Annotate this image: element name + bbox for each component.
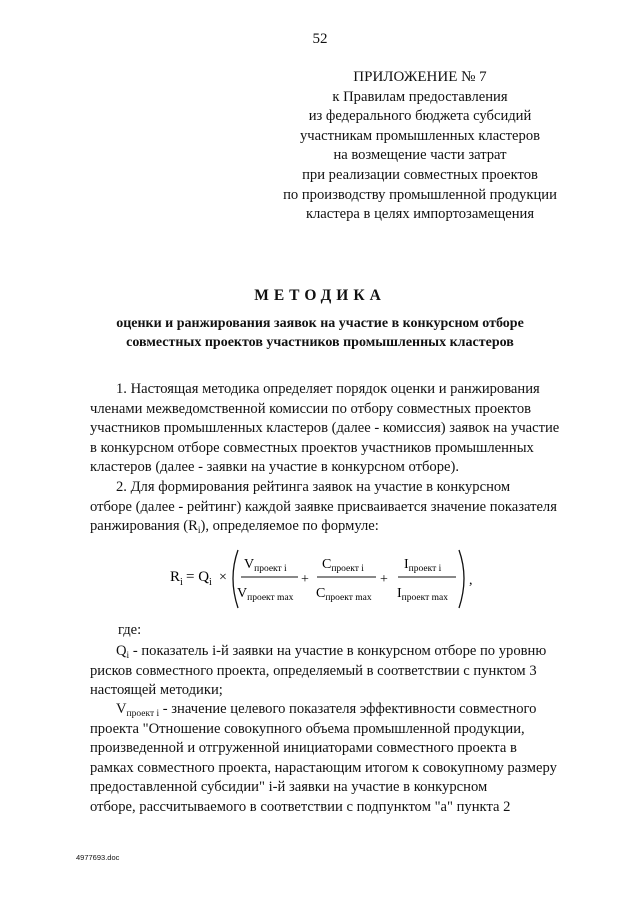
text-line: $V_{проект i}$ - значение целевого показателя эффективности совместного: [116, 701, 537, 719]
ranking-formula: [0, 546, 640, 616]
footer-filename: 4977693.doc: [76, 853, 120, 862]
formula-i-num: $I_{проект i}$: [404, 557, 442, 574]
appendix-line: при реализации совместных проектов: [302, 166, 538, 183]
text-line: кластеров (далее - заявки на участие в конкурсном отборе).: [90, 459, 459, 475]
formula-c-den: $C_{проект max}$: [316, 586, 372, 603]
text-line: отборе (далее - рейтинг) каждой заявке присваивается значение показателя: [90, 498, 557, 515]
document-subtitle: [70, 314, 570, 352]
page-number: 52: [312, 31, 328, 47]
formula-comma: ,: [469, 573, 473, 588]
document-title: МЕТОДИКА: [254, 287, 386, 304]
appendix-header: [240, 68, 600, 225]
formula-r: $R_i$: [170, 569, 183, 588]
text-line: произведенной и отгруженной инициаторами совместного проекта в: [90, 740, 517, 756]
v-definition: [90, 700, 560, 817]
appendix-title: ПРИЛОЖЕНИЕ № 7: [353, 69, 487, 85]
appendix-line: кластера в целях импортозамещения: [305, 206, 535, 223]
appendix-line: участникам промышленных кластеров: [299, 127, 541, 144]
formula-q: = $Q_i$: [186, 569, 212, 588]
paragraph-2: [90, 478, 560, 537]
text-line: проекта "Отношение совокупного объема промышленной продукции,: [90, 720, 525, 737]
text-line: отборе, рассчитываемого в соответствии с подпунктом "а" пункта 2: [90, 798, 511, 815]
text-line: ранжирования $(R_i)$, определяемое по формуле:: [90, 518, 379, 536]
plus-sign: +: [380, 572, 388, 587]
appendix-line: к Правилам предоставления: [332, 88, 508, 105]
where-label: где:: [118, 622, 142, 638]
text-line: в конкурсном отборе совместных проектов участников промышленных: [90, 439, 534, 456]
text-line: рамках совместного проекта, нарастающим итогом к совокупному размеру: [90, 759, 557, 776]
formula-v-den: $V_{проект max}$: [237, 586, 294, 603]
text-line: $Q_i$ - показатель i-й заявки на участие в конкурсном отборе по уровню: [116, 643, 547, 661]
paragraph-1: [90, 380, 560, 478]
text-line: участников промышленных кластеров (далее - комиссия) заявок на участие: [90, 420, 560, 436]
text-line: рисков совместного проекта, определяемый в соответствии с пунктом 3: [90, 662, 537, 679]
appendix-line: по производству промышленной продукции: [283, 186, 557, 203]
subtitle-line: оценки и ранжирования заявок на участие в конкурсном отборе: [116, 316, 524, 331]
text-line: членами межведомственной комиссии по отбору совместных проектов: [90, 400, 532, 417]
formula-c-num: $C_{проект i}$: [322, 557, 364, 574]
q-definition: [90, 642, 560, 701]
appendix-line: из федерального бюджета субсидий: [308, 108, 532, 125]
text-line: 2. Для формирования рейтинга заявок на участие в конкурсном: [116, 479, 511, 495]
right-paren: [459, 550, 464, 608]
plus-sign: +: [301, 572, 309, 587]
appendix-line: на возмещение части затрат: [333, 147, 507, 164]
text-line: предоставленной субсидии" i-й заявки на участие в конкурсном: [90, 779, 488, 795]
text-line: настоящей методики;: [90, 682, 223, 698]
subtitle-line: совместных проектов участников промышленных кластеров: [126, 335, 514, 350]
formula-v-num: $V_{проект i}$: [244, 557, 287, 574]
formula-times: ×: [219, 570, 227, 585]
text-line: 1. Настоящая методика определяет порядок оценки и ранжирования: [116, 381, 540, 397]
formula-i-den: $I_{проект max}$: [397, 586, 448, 603]
